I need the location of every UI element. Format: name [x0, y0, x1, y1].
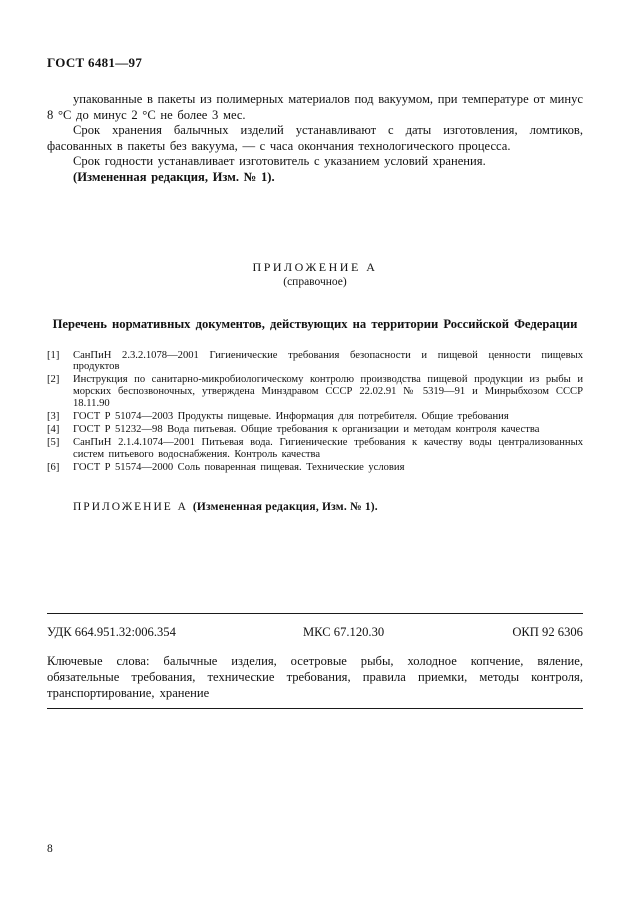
appendix-footer-label: ПРИЛОЖЕНИЕ А	[73, 500, 193, 513]
appendix-footer-note: (Измененная редакция, Изм. № 1).	[192, 500, 378, 513]
reference-text: СанПиН 2.3.2.1078—2001 Гигиенические требования безопасности и пищевой ценности пищевых продуктов	[73, 349, 583, 373]
appendix-title: ПРИЛОЖЕНИЕ А	[252, 259, 378, 274]
reference-number: [6]	[47, 461, 60, 473]
document-number: ГОСТ 6481—97	[47, 55, 143, 70]
reference-item	[47, 350, 583, 374]
amendment-note: (Измененная редакция, Изм. № 1).	[73, 169, 275, 184]
horizontal-rule-top	[47, 613, 583, 614]
reference-text: СанПиН 2.1.4.1074—2001 Питьевая вода. Гигиенические требования к качеству воды централизованных систем питьевого водоснабжения. Контроль качества	[73, 436, 583, 460]
reference-number: [2]	[47, 374, 60, 386]
horizontal-rule-bottom	[47, 708, 583, 709]
reference-item	[47, 374, 583, 410]
reference-item	[47, 437, 583, 461]
classification-codes-row	[47, 625, 583, 640]
appendix-subtitle: (справочное)	[283, 275, 347, 288]
reference-number: [4]	[47, 424, 60, 435]
reference-number: [5]	[47, 436, 60, 448]
reference-item	[47, 411, 583, 423]
appendix-amendment-line	[47, 500, 583, 515]
page-number: 8	[47, 843, 53, 855]
body-text-block	[47, 92, 583, 186]
keywords-paragraph: Ключевые слова: балычные изделия, осетровые рыбы, холодное копчение, вяление, обязательные требования, технические требования, правила приемки, методы контроля, транспортирование, хранение	[47, 653, 583, 700]
paragraph-storage-vacuum: упакованные в пакеты из полимерных материалов под вакуумом, при температуре от минус 8 °С до минус 2 °С не более 3 мес.	[47, 92, 583, 122]
okp-code: ОКП 92 6306	[512, 624, 583, 639]
paragraph-storage-term: Срок хранения балычных изделий устанавливают с даты изготовления, ломтиков, фасованных в пакеты без вакуума, — с часа окончания технологического процесса.	[47, 123, 583, 153]
reference-text: ГОСТ Р 51074—2003 Продукты пищевые. Информация для потребителя. Общие требования	[73, 411, 509, 423]
reference-number: [1]	[47, 349, 60, 361]
reference-item	[47, 462, 583, 474]
reference-text: Инструкция по санитарно-микробиологическому контролю производства пищевой продукции из рыбы и морских беспозвоночных, утверждена Минздравом СССР 22.02.91 № 5319—91 и Минрыбхозом СССР 18.11.90	[73, 374, 583, 410]
mks-code: МКС 67.120.30	[302, 624, 385, 639]
reference-item	[47, 424, 583, 436]
reference-text: ГОСТ Р 51574—2000 Соль поваренная пищевая. Технические условия	[73, 461, 405, 473]
paragraph-shelf-life: Срок годности устанавливает изготовитель с указанием условий хранения.	[73, 154, 486, 169]
reference-list	[47, 350, 583, 474]
udk-code: УДК 664.951.32:006.354	[47, 624, 176, 639]
reference-number: [3]	[47, 411, 60, 423]
appendix-heading: Перечень нормативных документов, действующих на территории Российской Федерации	[52, 316, 578, 331]
reference-text: ГОСТ Р 51232—98 Вода питьевая. Общие требования к организации и методам контроля качества	[73, 424, 540, 435]
